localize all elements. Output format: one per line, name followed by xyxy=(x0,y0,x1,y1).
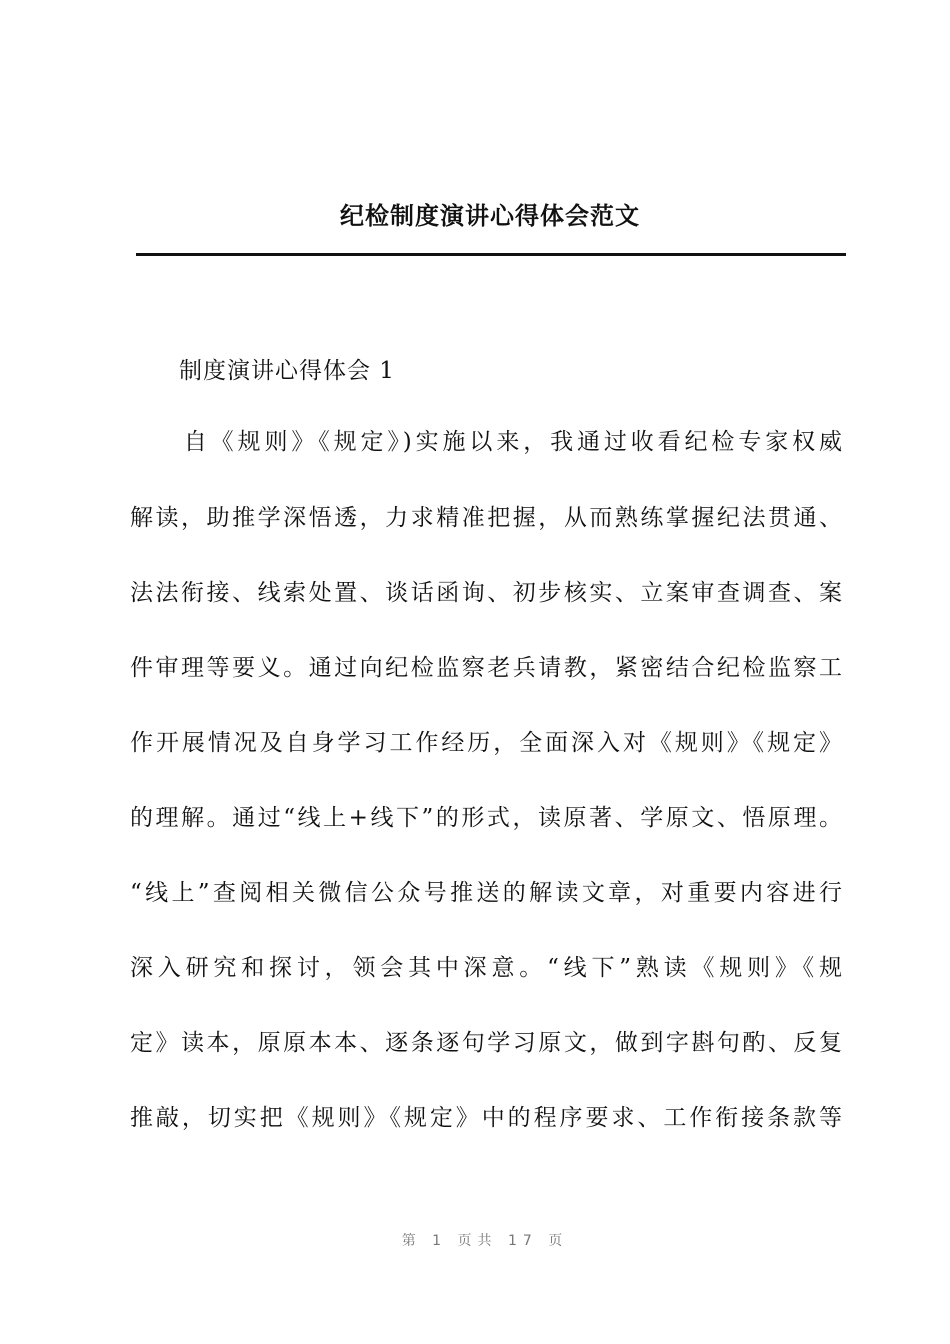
paragraph-line: 推敲，切实把《规则》《规定》中的程序要求、工作衔接条款等 xyxy=(130,1105,842,1131)
paragraph-line: 的理解。通过“线上+线下”的形式，读原著、学原文、悟原理。 xyxy=(130,805,842,831)
paragraph-line: “线上”查阅相关微信公众号推送的解读文章，对重要内容进行 xyxy=(130,880,842,906)
page-footer: 第 1 页共 17 页 xyxy=(401,1233,569,1249)
title-divider xyxy=(136,253,846,256)
document-title: 纪检制度演讲心得体会范文 xyxy=(340,202,640,230)
paragraph-line: 法法衔接、线索处置、谈话函询、初步核实、立案审查调查、案 xyxy=(130,580,842,606)
paragraph-line: 作开展情况及自身学习工作经历，全面深入对《规则》《规定》 xyxy=(130,730,842,756)
section-heading: 制度演讲心得体会 1 xyxy=(179,358,395,384)
paragraph-line: 解读，助推学深悟透，力求精准把握，从而熟练掌握纪法贯通、 xyxy=(130,505,842,531)
paragraph-line: 自《规则》《规定》)实施以来，我通过收看纪检专家权威 xyxy=(130,429,842,455)
paragraph-line: 深入研究和探讨，领会其中深意。“线下”熟读《规则》《规 xyxy=(130,955,842,981)
paragraph-line: 定》读本，原原本本、逐条逐句学习原文，做到字斟句酌、反复 xyxy=(130,1030,842,1056)
paragraph-line: 件审理等要义。通过向纪检监察老兵请教，紧密结合纪检监察工 xyxy=(130,655,842,681)
